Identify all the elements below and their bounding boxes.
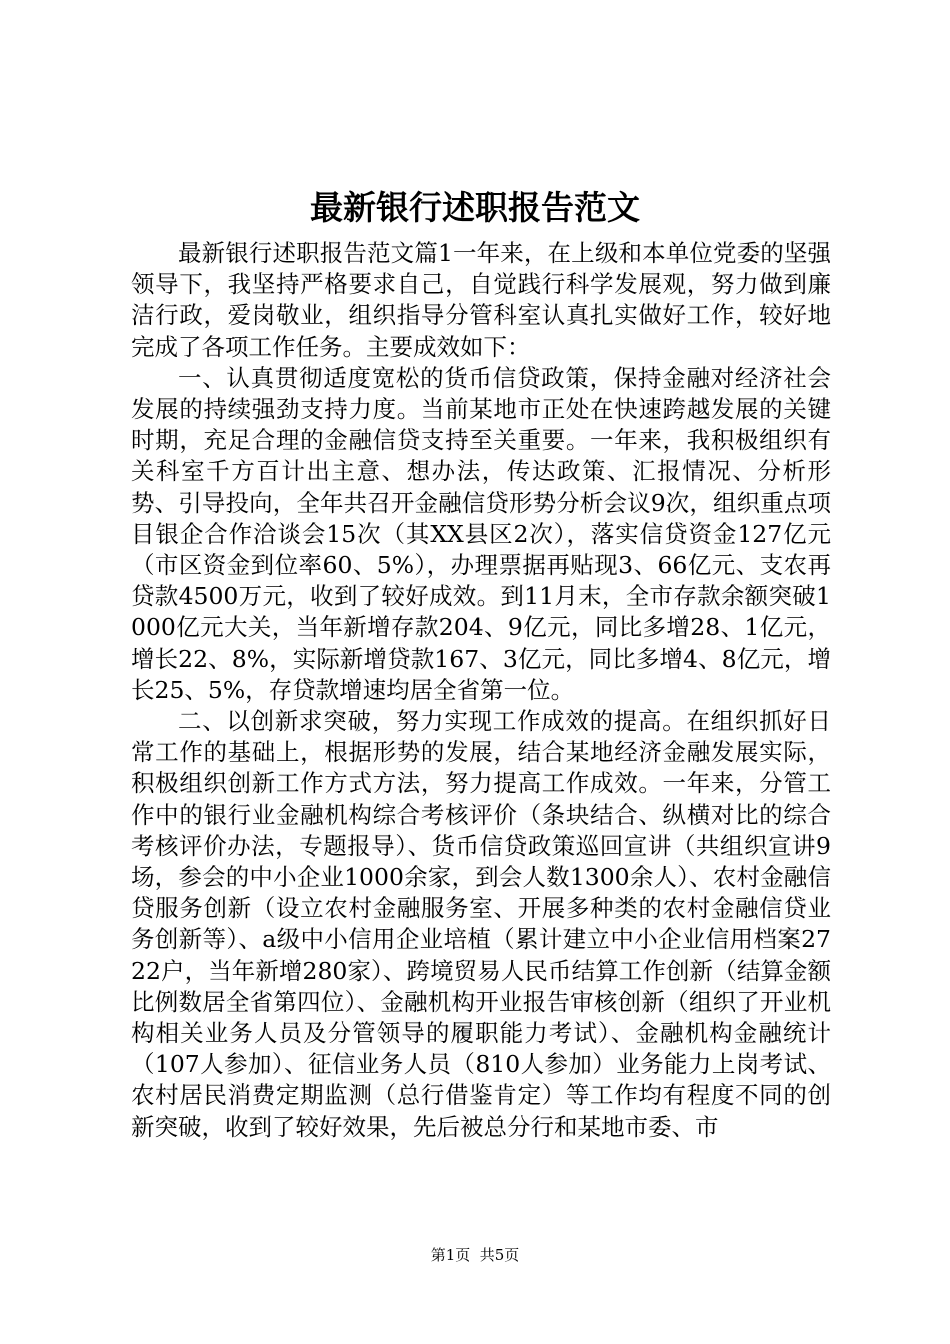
- document-body: [131, 238, 831, 1143]
- paragraph-section-1: 一、认真贯彻适度宽松的货币信贷政策，保持金融对经济社会发展的持续强劲支持力度。当前某地市正处在快速跨越发展的关键时期，充足合理的金融信贷支持至关重要。一年来，我积极组织有关科室千方百计出主意、想办法，传达政策、汇报情况、分析形势、引导投向，全年共召开金融信贷形势分析会议9次，组织重点项目银企合作洽谈会15次（其XX县区2次），落实信贷资金127亿元（市区资金到位率60、5%），办理票据再贴现3、66亿元、支农再贷款4500万元，收到了较好成效。到11月末，全市存款余额突破1000亿元大关，当年新增存款204、9亿元，同比多增28、1亿元，增长22、8%，实际新增贷款167、3亿元，同比多增4、8亿元，增长25、5%，存贷款增速均居全省第一位。: [131, 363, 831, 704]
- paragraph-section-2: 二、以创新求突破，努力实现工作成效的提高。在组织抓好日常工作的基础上，根据形势的发展，结合某地经济金融发展实际，积极组织创新工作方式方法，努力提高工作成效。一年来，分管工作中的银行业金融机构综合考核评价（条块结合、纵横对比的综合考核评价办法，专题报导）、货币信贷政策巡回宣讲（共组织宣讲9场，参会的中小企业1000余家，到会人数1300余人）、农村金融信贷服务创新（设立农村金融服务室、开展多种类的农村金融信贷业务创新等）、a级中小信用企业培植（累计建立中小企业信用档案2722户，当年新增280家）、跨境贸易人民币结算工作创新（结算金额比例数居全省第四位）、金融机构开业报告审核创新（组织了开业机构相关业务人员及分管领导的履职能力考试）、金融机构金融统计（107人参加）、征信业务人员（810人参加）业务能力上岗考试、农村居民消费定期监测（总行借鉴肯定）等工作均有程度不同的创新突破，收到了较好效果，先后被总分行和某地市委、市: [131, 707, 831, 1141]
- paragraph-intro: 最新银行述职报告范文篇1一年来，在上级和本单位党委的坚强领导下，我坚持严格要求自己，自觉践行科学发展观，努力做到廉洁行政，爱岗敬业，组织指导分管科室认真扎实做好工作，较好地完成了各项工作任务。主要成效如下：: [131, 239, 831, 361]
- document-title: 最新银行述职报告范文: [310, 188, 640, 227]
- page-footer: 第1页 共5页: [430, 1246, 520, 1264]
